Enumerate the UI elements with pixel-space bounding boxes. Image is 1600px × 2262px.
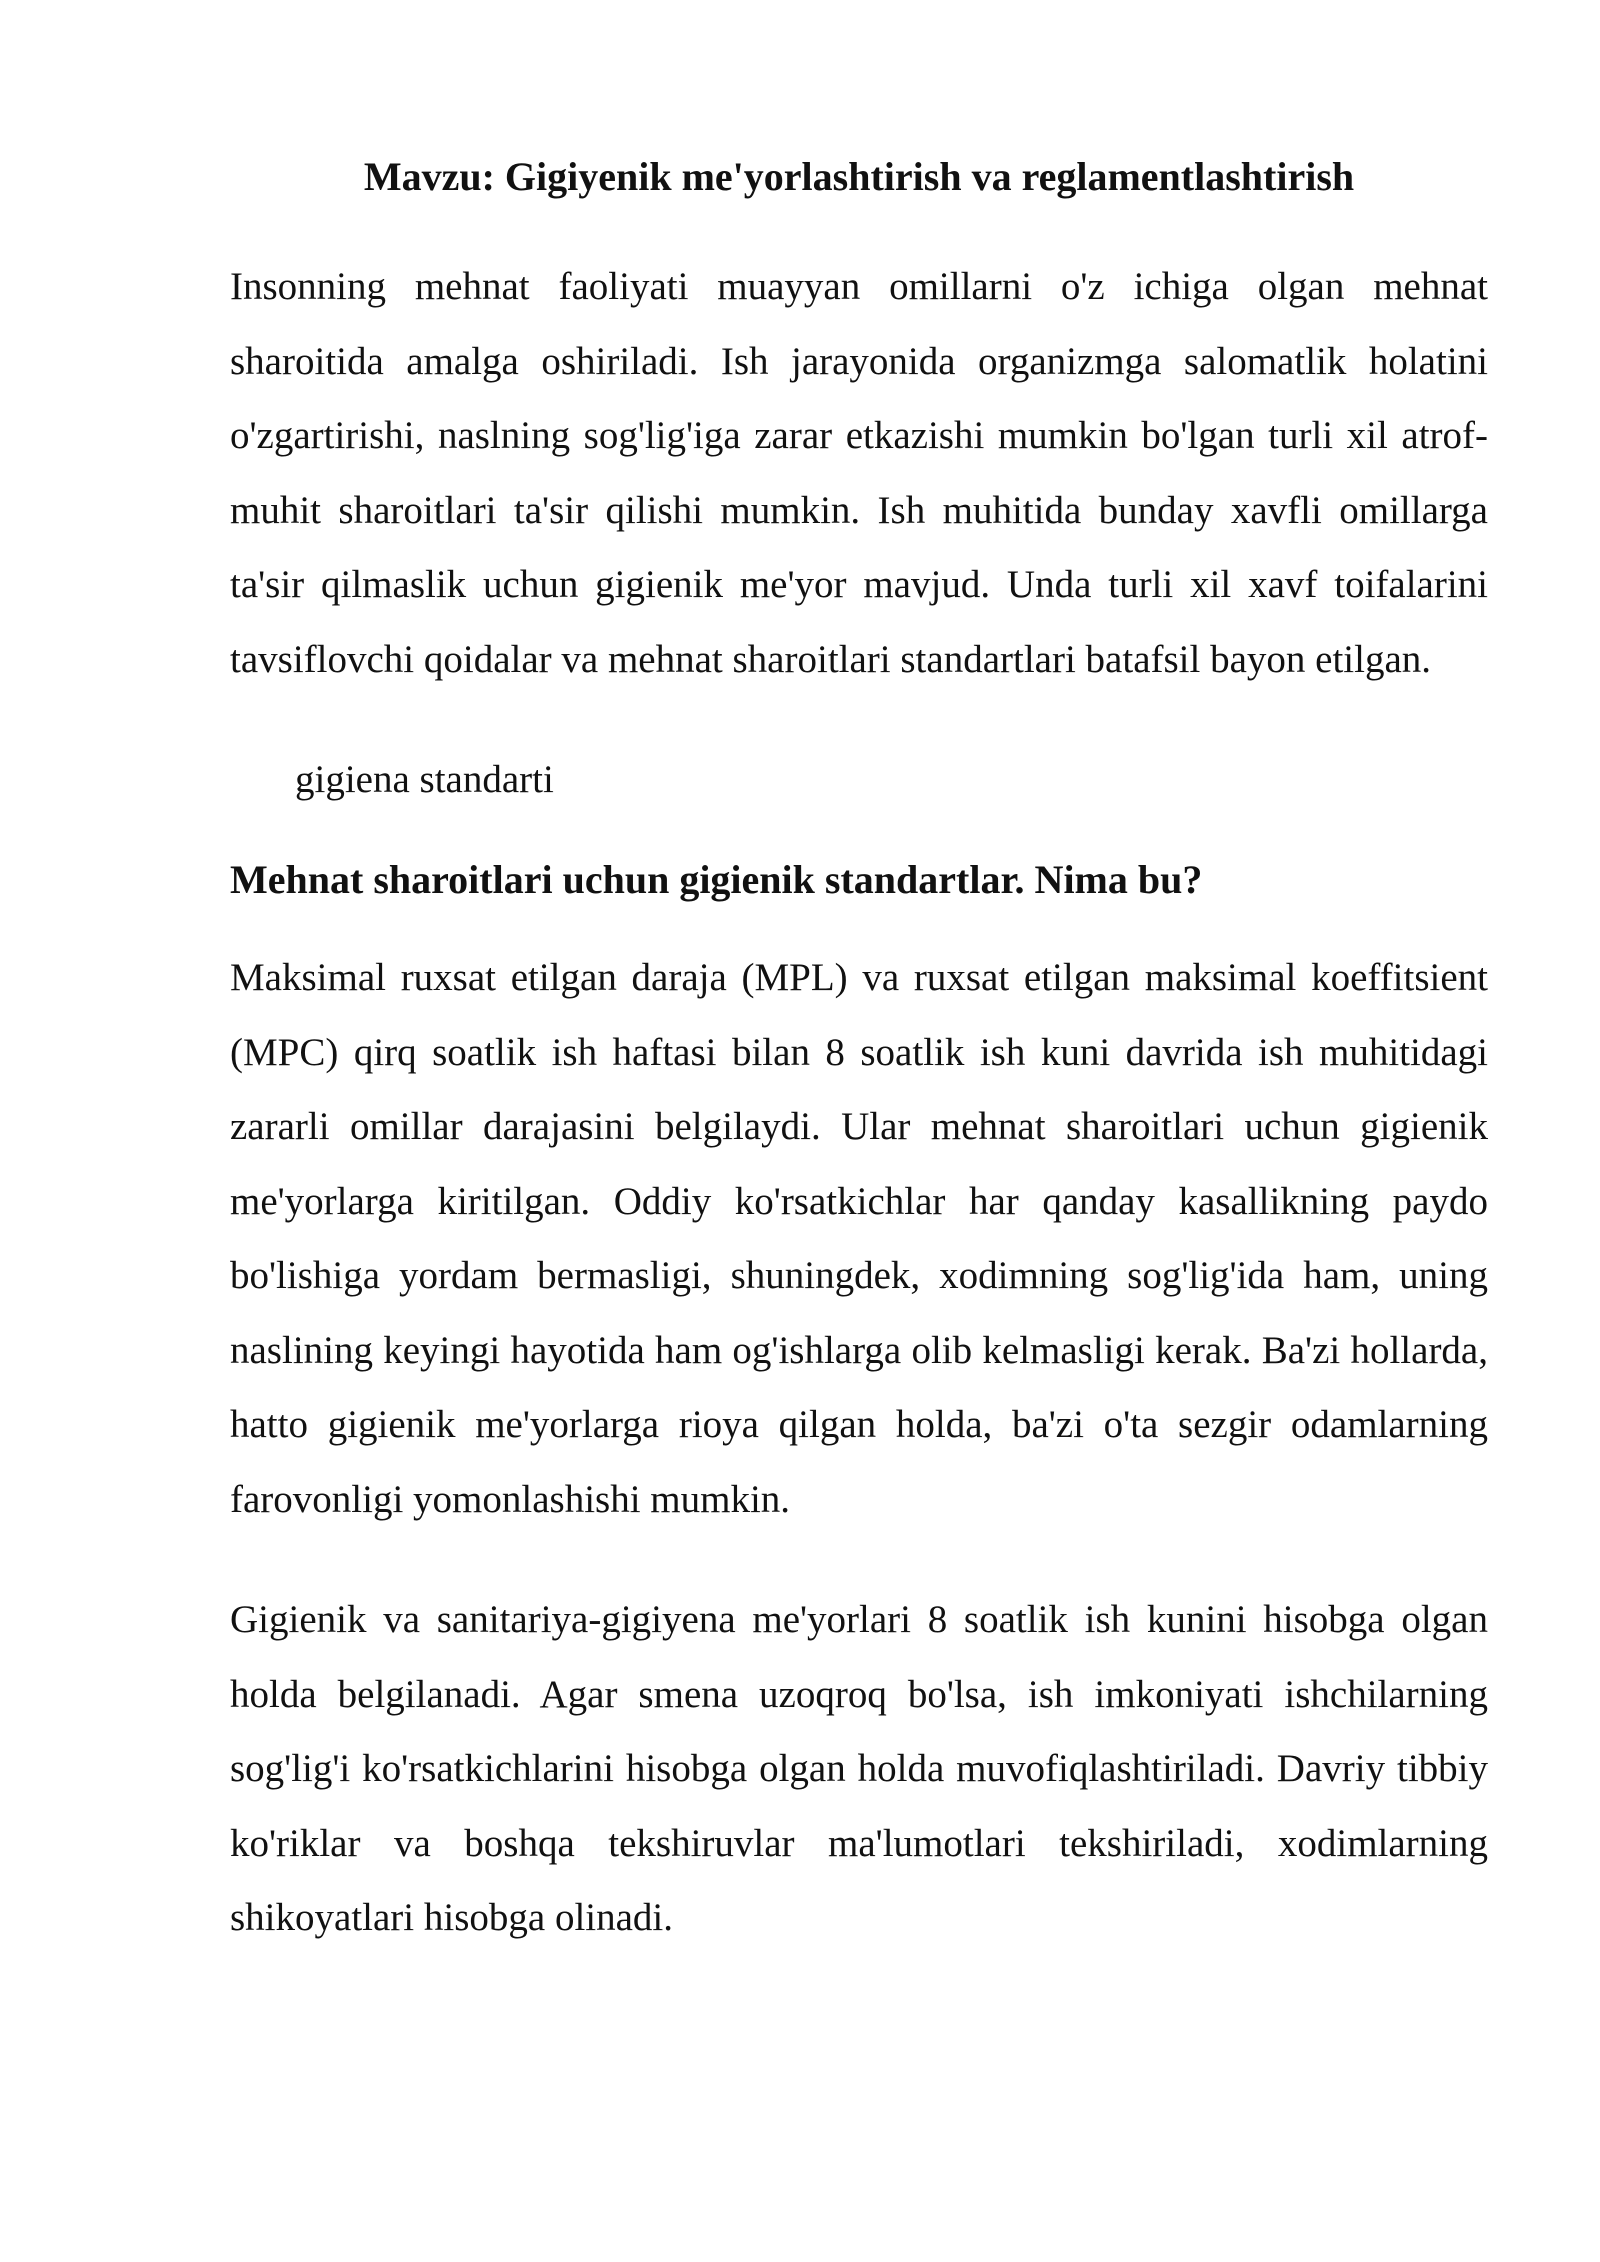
paragraph-intro: Insonning mehnat faoliyati muayyan omillarni o'z ichiga olgan mehnat sharoitida amalga oshiriladi. Ish jarayonida organizmga salomatlik holatini o'zgartirishi, naslning sog'lig'iga zarar etkazishi mumkin bo'lgan turli xil atrof-muhit sharoitlari ta'sir qilishi mumkin. Ish muhitida bunday xavfli omillarga ta'sir qilmaslik uchun gigienik me'yor mavjud. Unda turli xil xavf toifalarini tavsiflovchi qoidalar va mehnat sharoitlari standartlari batafsil bayon etilgan. (230, 265, 1488, 681)
indented-line: gigiena standarti (295, 758, 554, 801)
document-body (230, 150, 1488, 1982)
section-heading: Mehnat sharoitlari uchun gigienik standartlar. Nima bu? (230, 857, 1203, 902)
paragraph-norms: Gigienik va sanitariya-gigiyena me'yorlari 8 soatlik ish kunini hisobga olgan holda belgilanadi. Agar smena uzoqroq bo'lsa, ish imkoniyati ishchilarning sog'lig'i ko'rsatkichlarini hisobga olgan holda muvofiqlashtiriladi. Davriy tibbiy ko'riklar va boshqa tekshiruvlar ma'lumotlari tekshiriladi, xodimlarning shikoyatlari hisobga olinadi. (230, 1598, 1488, 1939)
document-title: Mavzu: Gigiyenik me'yorlashtirish va reglamentlashtirish (363, 154, 1355, 199)
paragraph-standards: Maksimal ruxsat etilgan daraja (MPL) va ruxsat etilgan maksimal koeffitsient (MPC) qirq soatlik ish haftasi bilan 8 soatlik ish kuni davrida ish muhitidagi zararli omillar darajasini belgilaydi. Ular mehnat sharoitlari uchun gigienik me'yorlarga kiritilgan. Oddiy ko'rsatkichlar har qanday kasallikning paydo bo'lishiga yordam bermasligi, shuningdek, xodimning sog'lig'ida ham, uning naslining keyingi hayotida ham og'ishlarga olib kelmasligi kerak. Ba'zi hollarda, hatto gigienik me'yorlarga rioya qilgan holda, ba'zi o'ta sezgir odamlarning farovonligi yomonlashishi mumkin. (230, 956, 1488, 1521)
